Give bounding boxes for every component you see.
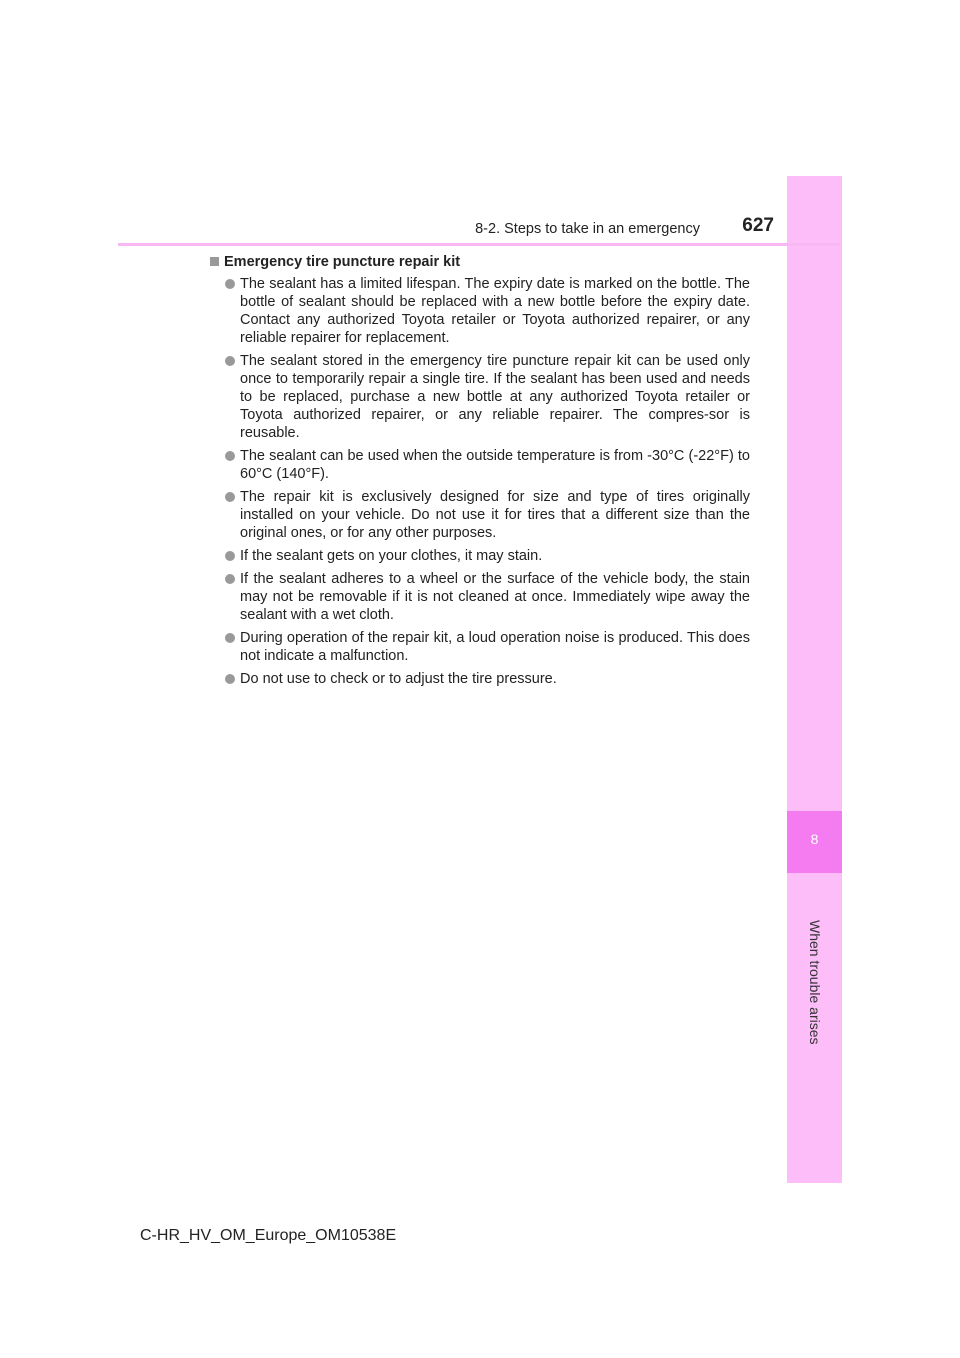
list-item (210, 629, 750, 665)
list-item-text: If the sealant adheres to a wheel or the surface of the vehicle body, the stain may not be removable if it is not cleaned at once. Immediately wipe away the sealant with a wet cloth. (240, 571, 750, 623)
list-item-text: Do not use to check or to adjust the tire pressure. (240, 671, 557, 687)
header-rule (118, 243, 840, 246)
list-item (210, 547, 750, 565)
chapter-number: 8 (810, 831, 819, 847)
section-heading-text: Emergency tire puncture repair kit (224, 254, 461, 270)
circle-bullet-icon (225, 674, 235, 684)
list-item-text: The repair kit is exclusively designed for size and type of tires originally installed on your vehicle. Do not use it for tires that a different size than the original ones, or for any other purposes. (240, 489, 750, 541)
chapter-title: When trouble arises (807, 920, 823, 1045)
circle-bullet-icon (225, 451, 235, 461)
list-item (210, 275, 750, 347)
square-bullet-icon (210, 257, 219, 266)
list-item-text: The sealant stored in the emergency tire puncture repair kit can be used only once to temporarily repair a single tire. If the sealant has been used and needs to be replaced, purchase a new bottle at any authorized Toyota retailer or Toyota authorized repairer, or any reliable repairer. The compres-sor is reusable. (240, 353, 750, 441)
header-section-title: 8-2. Steps to take in an emergency (475, 221, 700, 237)
list-item (210, 570, 750, 624)
document-id: C-HR_HV_OM_Europe_OM10538E (140, 1227, 397, 1244)
list-item-text: If the sealant gets on your clothes, it may stain. (240, 548, 543, 564)
list-item (210, 488, 750, 542)
section-heading (210, 253, 750, 271)
list-item-text: During operation of the repair kit, a loud operation noise is produced. This does not indicate a malfunction. (240, 630, 750, 664)
circle-bullet-icon (225, 551, 235, 561)
circle-bullet-icon (225, 492, 235, 502)
list-item (210, 352, 750, 442)
list-item (210, 670, 750, 688)
circle-bullet-icon (225, 633, 235, 643)
list-item (210, 447, 750, 483)
list-item-text: The sealant can be used when the outside temperature is from -30°C (-22°F) to 60°C (140°F). (240, 448, 750, 482)
circle-bullet-icon (225, 279, 235, 289)
main-content (210, 253, 750, 693)
page-number: 627 (742, 215, 774, 236)
bullet-list (210, 275, 750, 688)
circle-bullet-icon (225, 356, 235, 366)
list-item-text: The sealant has a limited lifespan. The expiry date is marked on the bottle. The bottle of sealant should be replaced with a new bottle before the expiry date. Contact any authorized Toyota retailer or Toyota authorized repairer, or any reliable repairer for replacement. (240, 276, 750, 346)
circle-bullet-icon (225, 574, 235, 584)
